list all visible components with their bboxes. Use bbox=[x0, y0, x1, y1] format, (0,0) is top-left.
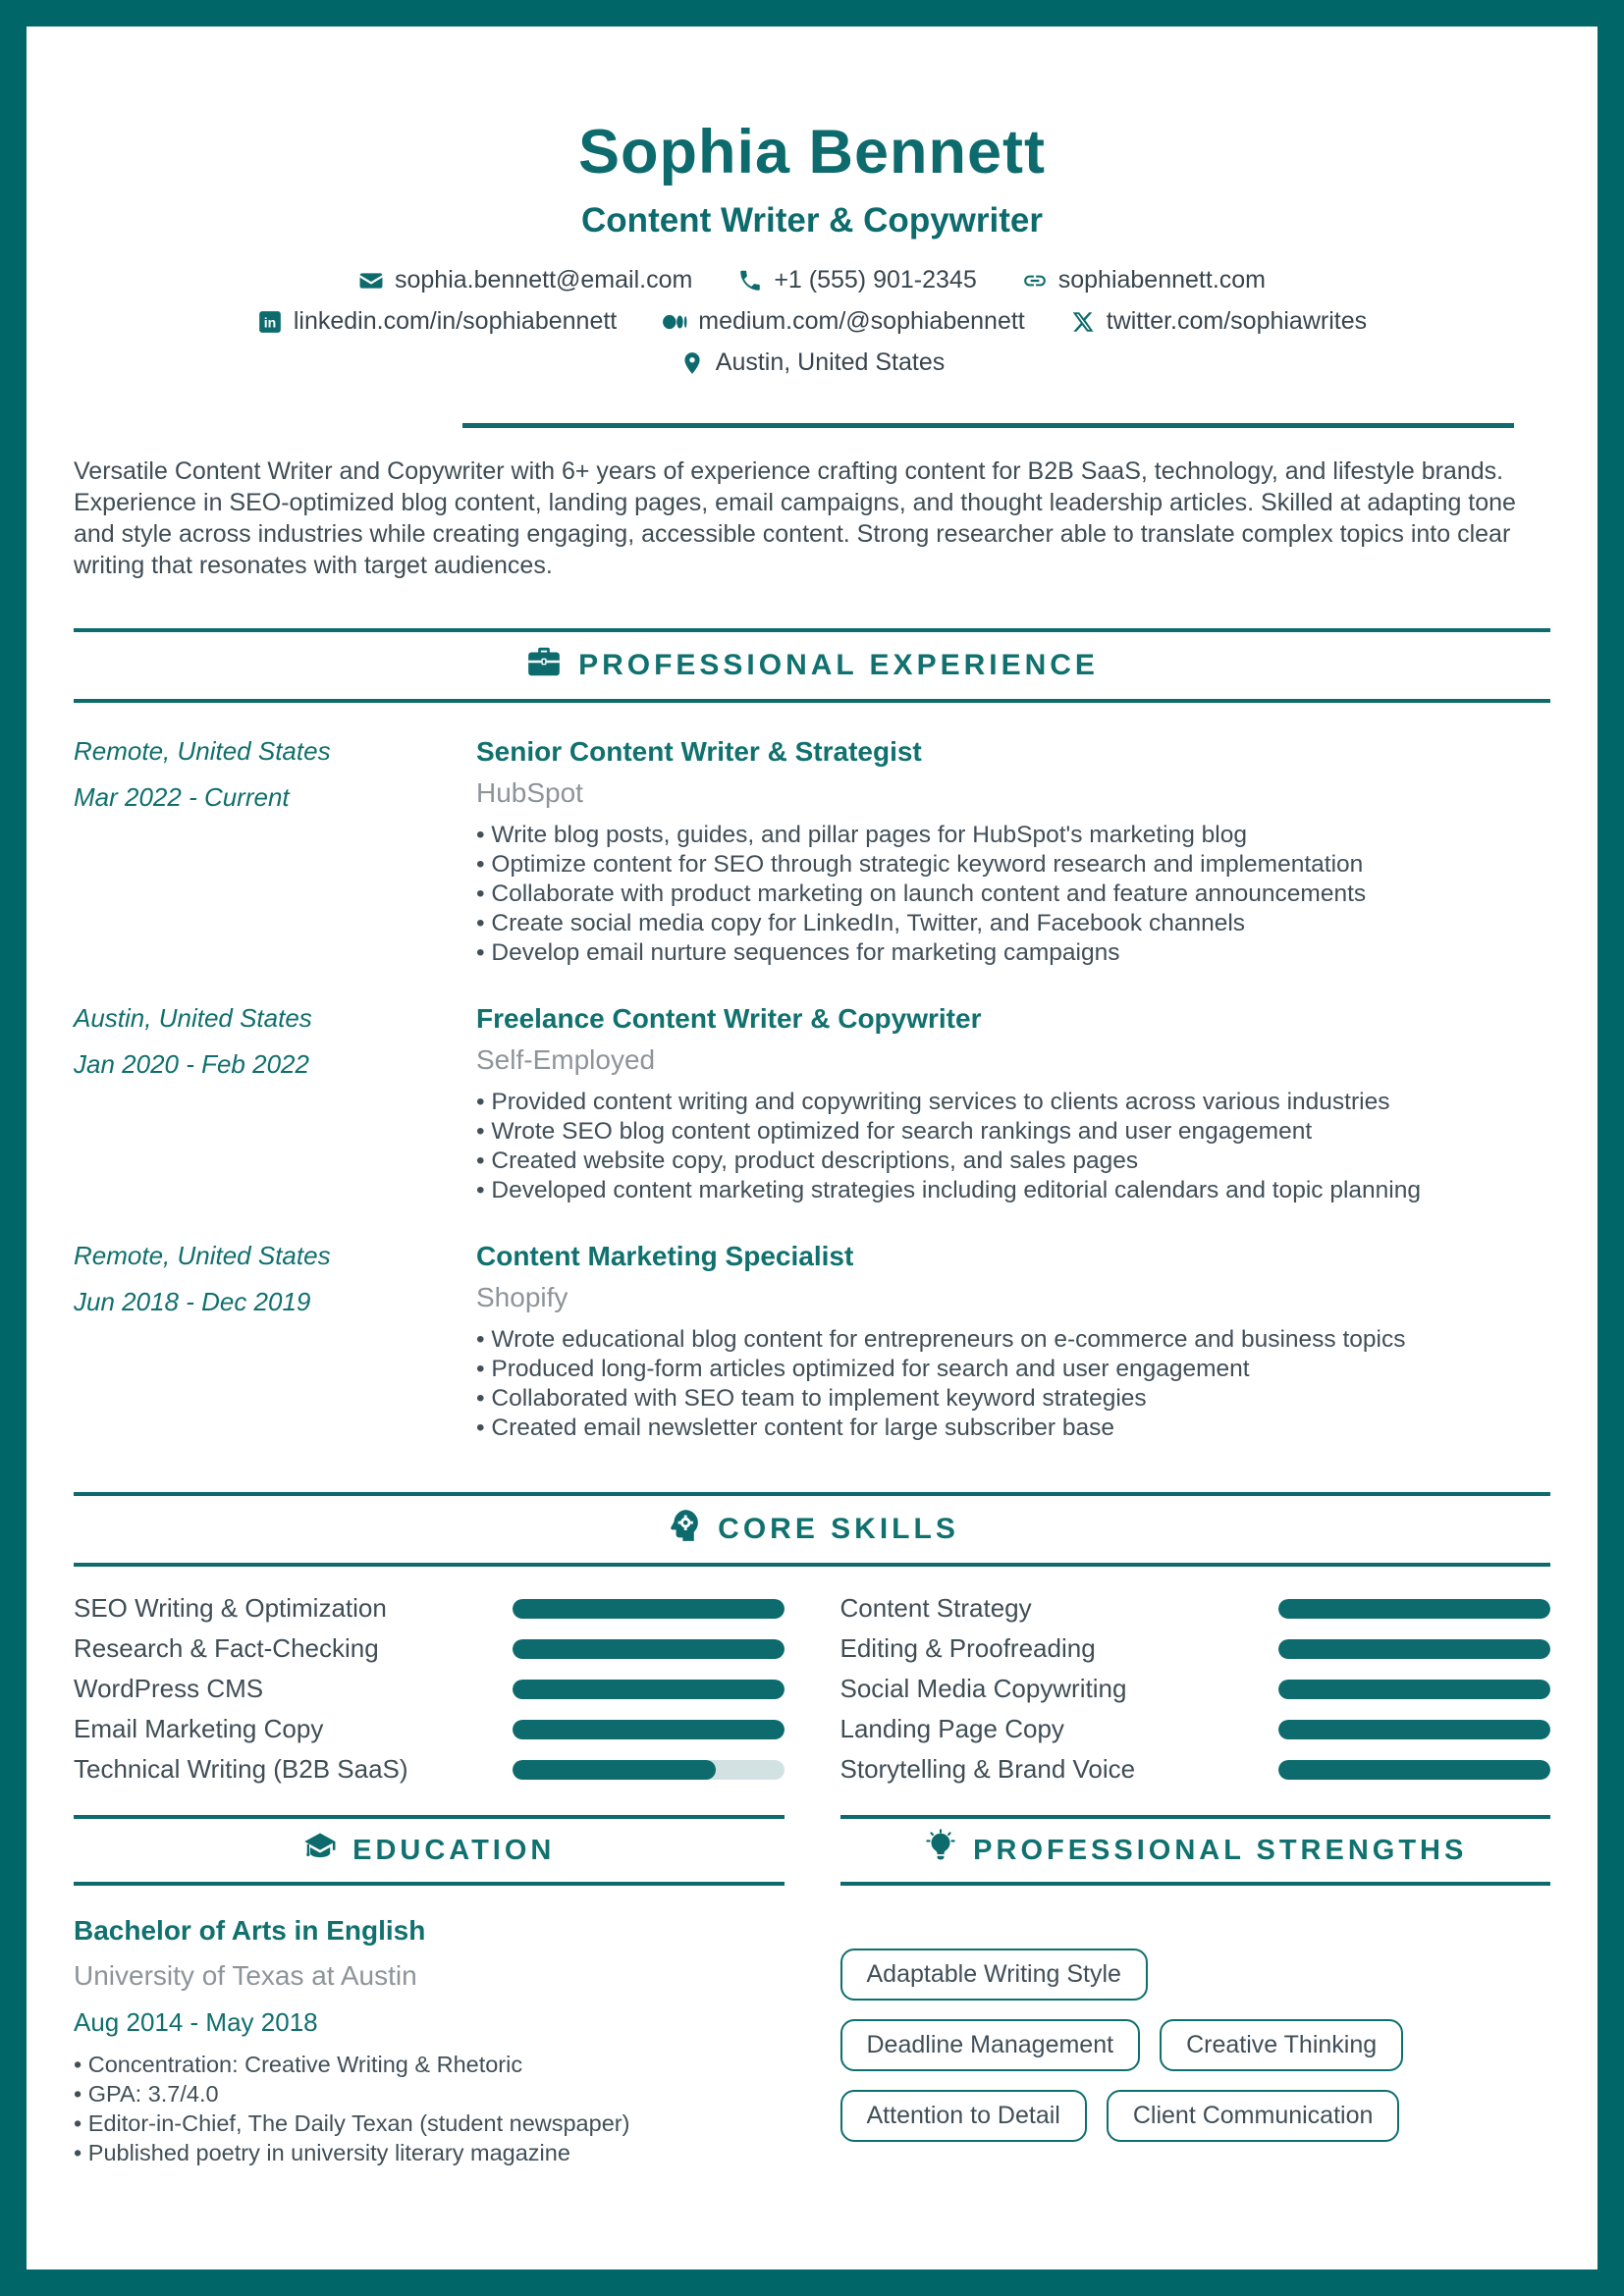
contact-row bbox=[74, 348, 1550, 377]
job-meta bbox=[74, 736, 452, 968]
contact-item[interactable] bbox=[358, 266, 692, 294]
job-bullet: • Provided content writing and copywriting services to clients across various industries bbox=[476, 1088, 1512, 1117]
location-icon bbox=[679, 350, 705, 376]
skill-row bbox=[74, 1588, 785, 1629]
job-dates: Jun 2018 - Dec 2019 bbox=[74, 1287, 311, 1316]
section-heading-text: CORE SKILLS bbox=[718, 1513, 959, 1545]
strength-pill: Adaptable Writing Style bbox=[840, 1949, 1148, 2001]
job-bullets bbox=[476, 1325, 1512, 1443]
job-bullet: • Wrote educational blog content for entrepreneurs on e-commerce and business topics bbox=[476, 1325, 1512, 1355]
contact-text: Austin, United States bbox=[715, 348, 946, 376]
skill-label: Storytelling & Brand Voice bbox=[839, 1754, 1136, 1784]
email-icon bbox=[358, 268, 384, 294]
skill-row bbox=[74, 1749, 785, 1789]
skill-bar-fill bbox=[1278, 1720, 1550, 1739]
skill-label: Editing & Proofreading bbox=[839, 1633, 1096, 1663]
skill-bar-fill bbox=[1278, 1599, 1550, 1619]
phone-icon bbox=[737, 268, 763, 294]
education-degree: Bachelor of Arts in English bbox=[74, 1915, 426, 1946]
svg-text:in: in bbox=[263, 313, 277, 330]
skill-row bbox=[74, 1709, 785, 1749]
medium-icon bbox=[662, 309, 687, 335]
job-location: Austin, United States bbox=[74, 1003, 312, 1033]
contact-text: sophiabennett.com bbox=[1057, 266, 1266, 294]
twitter-x-icon bbox=[1070, 309, 1096, 335]
education-school: University of Texas at Austin bbox=[74, 1960, 417, 1991]
job-bullet: • Create social media copy for LinkedIn, Twitter, and Facebook channels bbox=[476, 909, 1512, 938]
skill-label: SEO Writing & Optimization bbox=[74, 1593, 387, 1623]
job-bullet: • Optimize content for SEO through strategic keyword research and implementation bbox=[476, 850, 1512, 880]
skill-label: Landing Page Copy bbox=[839, 1714, 1064, 1743]
person-name: Sophia Bennett bbox=[577, 118, 1046, 187]
header-divider bbox=[462, 423, 1514, 428]
link-icon bbox=[1022, 268, 1048, 294]
education-bullet: • GPA: 3.7/4.0 bbox=[74, 2079, 785, 2109]
contact-row bbox=[74, 266, 1550, 294]
contact-item[interactable] bbox=[1070, 307, 1367, 336]
strength-rows bbox=[840, 1949, 1551, 2142]
job-details bbox=[476, 1241, 1550, 1443]
contact-row bbox=[74, 307, 1550, 336]
job-entry bbox=[74, 1241, 1550, 1443]
strength-pill: Deadline Management bbox=[840, 2019, 1141, 2071]
strength-pill: Client Communication bbox=[1107, 2090, 1400, 2142]
lightbulb-icon bbox=[923, 1829, 958, 1872]
briefcase-icon bbox=[525, 643, 563, 688]
job-details bbox=[476, 736, 1550, 968]
skill-label: Technical Writing (B2B SaaS) bbox=[74, 1754, 408, 1784]
section-header-education bbox=[74, 1815, 785, 1886]
job-bullet: • Develop email nurture sequences for marketing campaigns bbox=[476, 938, 1512, 968]
skill-label: WordPress CMS bbox=[74, 1674, 264, 1703]
strength-pill: Attention to Detail bbox=[840, 2090, 1087, 2142]
job-bullet: • Developed content marketing strategies including editorial calendars and topic planning bbox=[476, 1176, 1512, 1205]
section-header-experience bbox=[74, 628, 1550, 703]
skill-bar-fill bbox=[513, 1680, 785, 1699]
job-meta bbox=[74, 1003, 452, 1205]
strength-row bbox=[840, 2019, 1551, 2071]
skill-row bbox=[74, 1629, 785, 1669]
education-bullet: • Published poetry in university literary magazine bbox=[74, 2138, 785, 2167]
job-company: Self-Employed bbox=[476, 1044, 656, 1075]
job-bullet: • Write blog posts, guides, and pillar pages for HubSpot's marketing blog bbox=[476, 821, 1512, 850]
contact-item[interactable] bbox=[662, 307, 1025, 336]
strength-row bbox=[840, 2090, 1551, 2142]
contact-text: medium.com/@sophiabennett bbox=[698, 307, 1025, 335]
education-bullet: • Editor-in-Chief, The Daily Texan (student newspaper) bbox=[74, 2109, 785, 2138]
education-dates: Aug 2014 - May 2018 bbox=[74, 2007, 318, 2037]
job-bullets bbox=[476, 821, 1512, 968]
job-entry bbox=[74, 736, 1550, 968]
skill-bar-fill bbox=[513, 1760, 717, 1780]
skill-bar bbox=[1278, 1760, 1550, 1780]
skill-label: Content Strategy bbox=[839, 1593, 1032, 1623]
head-gear-icon bbox=[665, 1507, 702, 1552]
education-bullet: • Concentration: Creative Writing & Rhetoric bbox=[74, 2050, 785, 2079]
strength-row bbox=[840, 1949, 1551, 2001]
graduation-cap-icon bbox=[302, 1829, 338, 1872]
job-bullet: • Created email newsletter content for large subscriber base bbox=[476, 1414, 1512, 1443]
skill-bar bbox=[1278, 1639, 1550, 1659]
section-heading-text: EDUCATION bbox=[352, 1834, 556, 1866]
skill-bar-fill bbox=[513, 1639, 785, 1659]
contact-rows bbox=[74, 266, 1550, 377]
contact-text: +1 (555) 901-2345 bbox=[774, 266, 977, 294]
skill-bar bbox=[513, 1599, 785, 1619]
skill-row bbox=[840, 1629, 1551, 1669]
skill-bar-fill bbox=[1278, 1680, 1550, 1699]
skill-bar bbox=[1278, 1680, 1550, 1699]
contact-text: twitter.com/sophiawrites bbox=[1106, 307, 1368, 335]
skill-column bbox=[74, 1588, 785, 1789]
contact-item[interactable] bbox=[1022, 266, 1266, 294]
contact-item[interactable] bbox=[679, 348, 945, 377]
skill-column bbox=[840, 1588, 1551, 1789]
contact-text: sophia.bennett@email.com bbox=[394, 266, 693, 294]
skill-label: Social Media Copywriting bbox=[839, 1674, 1127, 1703]
job-dates: Mar 2022 - Current bbox=[74, 782, 290, 812]
job-bullet: • Collaborate with product marketing on launch content and feature announcements bbox=[476, 880, 1512, 909]
resume-header bbox=[74, 117, 1550, 377]
skill-bar bbox=[1278, 1720, 1550, 1739]
section-heading-text: PROFESSIONAL EXPERIENCE bbox=[578, 649, 1099, 681]
skill-bar-fill bbox=[513, 1720, 785, 1739]
job-bullets bbox=[476, 1088, 1512, 1205]
section-header-strengths bbox=[840, 1815, 1551, 1886]
education-column bbox=[74, 1815, 785, 2167]
job-title: Senior Content Writer & Strategist bbox=[476, 736, 922, 767]
job-details bbox=[476, 1003, 1550, 1205]
experience-list bbox=[74, 736, 1550, 1443]
job-company: HubSpot bbox=[476, 777, 583, 808]
job-title: Content Marketing Specialist bbox=[476, 1241, 854, 1271]
skill-label: Research & Fact-Checking bbox=[74, 1633, 379, 1663]
job-bullet: • Collaborated with SEO team to implement keyword strategies bbox=[476, 1384, 1512, 1414]
skill-bar-fill bbox=[1278, 1760, 1550, 1780]
skill-row bbox=[840, 1588, 1551, 1629]
linkedin-icon bbox=[257, 309, 283, 335]
job-bullet: • Produced long-form articles optimized for search and user engagement bbox=[476, 1355, 1512, 1384]
person-job-title: Content Writer & Copywriter bbox=[581, 201, 1043, 240]
skills-grid bbox=[74, 1588, 1550, 1789]
contact-item[interactable] bbox=[257, 307, 617, 336]
job-location: Remote, United States bbox=[74, 736, 331, 766]
job-bullet: • Created website copy, product descriptions, and sales pages bbox=[476, 1147, 1512, 1176]
section-heading-text: PROFESSIONAL STRENGTHS bbox=[973, 1834, 1468, 1866]
skill-bar bbox=[513, 1720, 785, 1739]
skill-label: Email Marketing Copy bbox=[74, 1714, 324, 1743]
job-entry bbox=[74, 1003, 1550, 1205]
skill-bar bbox=[513, 1680, 785, 1699]
skill-bar-fill bbox=[513, 1599, 785, 1619]
section-header-skills bbox=[74, 1492, 1550, 1567]
bottom-columns bbox=[74, 1815, 1550, 2167]
job-title: Freelance Content Writer & Copywriter bbox=[476, 1003, 982, 1034]
skill-bar bbox=[1278, 1599, 1550, 1619]
job-meta bbox=[74, 1241, 452, 1443]
skill-row bbox=[840, 1669, 1551, 1709]
skill-bar-fill bbox=[1278, 1639, 1550, 1659]
education-bullets bbox=[74, 2050, 785, 2167]
strengths-column bbox=[840, 1815, 1551, 2167]
skill-bar bbox=[513, 1639, 785, 1659]
job-bullet: • Wrote SEO blog content optimized for search rankings and user engagement bbox=[476, 1117, 1512, 1147]
job-location: Remote, United States bbox=[74, 1241, 331, 1270]
skill-row bbox=[840, 1749, 1551, 1789]
contact-item[interactable] bbox=[737, 266, 976, 294]
contact-text: linkedin.com/in/sophiabennett bbox=[293, 307, 618, 335]
skill-row bbox=[840, 1709, 1551, 1749]
summary-text: Versatile Content Writer and Copywriter with 6+ years of experience crafting content for B2B SaaS, technology, and lifestyle brands. Experience in SEO-optimized blog content, landing pages, email campaigns, and thought leadership articles. Skilled at adapting tone and style across industries while creating engaging, accessible content. Strong researcher able to translate complex topics into clear writing that resonates with target audiences. bbox=[74, 457, 1516, 579]
skill-bar bbox=[513, 1760, 785, 1780]
job-company: Shopify bbox=[476, 1282, 568, 1312]
skill-row bbox=[74, 1669, 785, 1709]
job-dates: Jan 2020 - Feb 2022 bbox=[74, 1049, 309, 1079]
strength-pill: Creative Thinking bbox=[1160, 2019, 1403, 2071]
